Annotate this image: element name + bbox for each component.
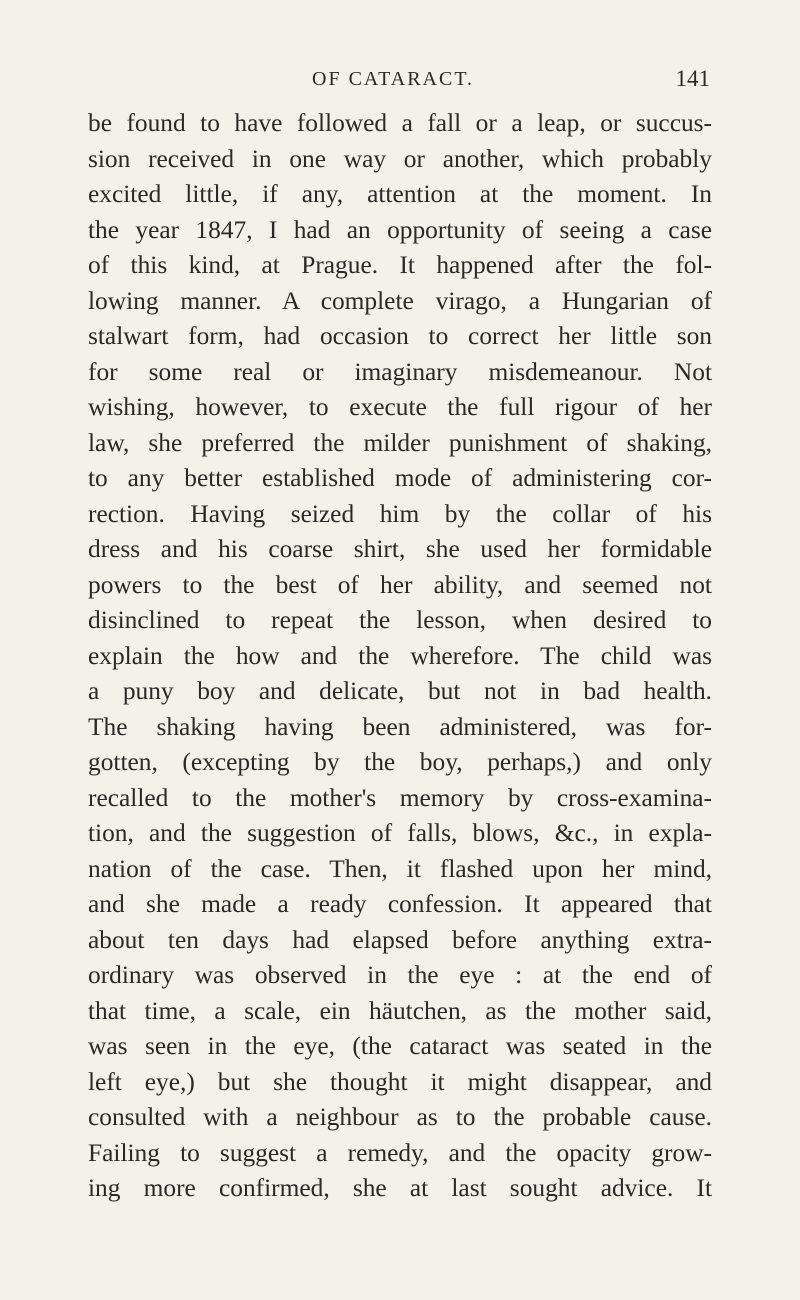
- text-line: of this kind, at Prague. It happened after the fol-: [88, 251, 712, 279]
- text-line: rection. Having seized him by the collar of his: [88, 499, 712, 528]
- text-line: gotten, (excepting by the boy, perhaps,) and only: [88, 748, 712, 776]
- text-line: The shaking having been administered, was for-: [88, 712, 712, 741]
- text-line: lowing manner. A complete virago, a Hungarian of: [88, 286, 712, 315]
- text-line: left eye,) but she thought it might disappear, and: [88, 1067, 712, 1096]
- body-text: [88, 106, 712, 1207]
- page-number: 141: [675, 66, 710, 91]
- text-line: and she made a ready confession. It appeared that: [88, 890, 712, 918]
- text-line: law, she preferred the milder punishment of shaking,: [88, 428, 712, 457]
- running-head: [250, 62, 710, 96]
- text-line: powers to the best of her ability, and seemed not: [88, 570, 712, 599]
- text-line: consulted with a neighbour as to the probable cause.: [88, 1103, 712, 1131]
- text-line: ordinary was observed in the eye : at the end of: [88, 961, 712, 989]
- text-line: disinclined to repeat the lesson, when desired to: [88, 606, 712, 634]
- text-line: was seen in the eye, (the cataract was seated in the: [88, 1032, 712, 1060]
- text-line: recalled to the mother's memory by cross-examina-: [88, 783, 712, 812]
- text-line: that time, a scale, ein häutchen, as the mother said,: [88, 996, 712, 1025]
- text-line: about ten days had elapsed before anything extra-: [88, 925, 712, 954]
- text-line: stalwart form, had occasion to correct her little son: [88, 322, 712, 350]
- text-line: for some real or imaginary misdemeanour. Not: [88, 357, 712, 386]
- text-line: tion, and the suggestion of falls, blows, &c., in expla-: [88, 819, 712, 847]
- text-line: sion received in one way or another, which probably: [88, 144, 712, 173]
- text-line: be found to have followed a fall or a leap, or succus-: [88, 109, 712, 137]
- text-line: wishing, however, to execute the full rigour of her: [88, 393, 712, 421]
- text-line: explain the how and the wherefore. The child was: [88, 641, 712, 670]
- text-line: a puny boy and delicate, but not in bad health.: [88, 677, 712, 705]
- text-line: ing more confirmed, she at last sought advice. It: [88, 1174, 712, 1202]
- running-head-title: OF CATARACT.: [312, 68, 475, 90]
- text-line: to any better established mode of administering cor-: [88, 464, 712, 492]
- text-line: the year 1847, I had an opportunity of seeing a case: [88, 215, 712, 244]
- text-line: Failing to suggest a remedy, and the opacity grow-: [88, 1138, 712, 1167]
- text-line: excited little, if any, attention at the moment. In: [88, 180, 712, 208]
- text-line: nation of the case. Then, it flashed upon her mind,: [88, 854, 712, 883]
- text-line: dress and his coarse shirt, she used her formidable: [88, 535, 712, 563]
